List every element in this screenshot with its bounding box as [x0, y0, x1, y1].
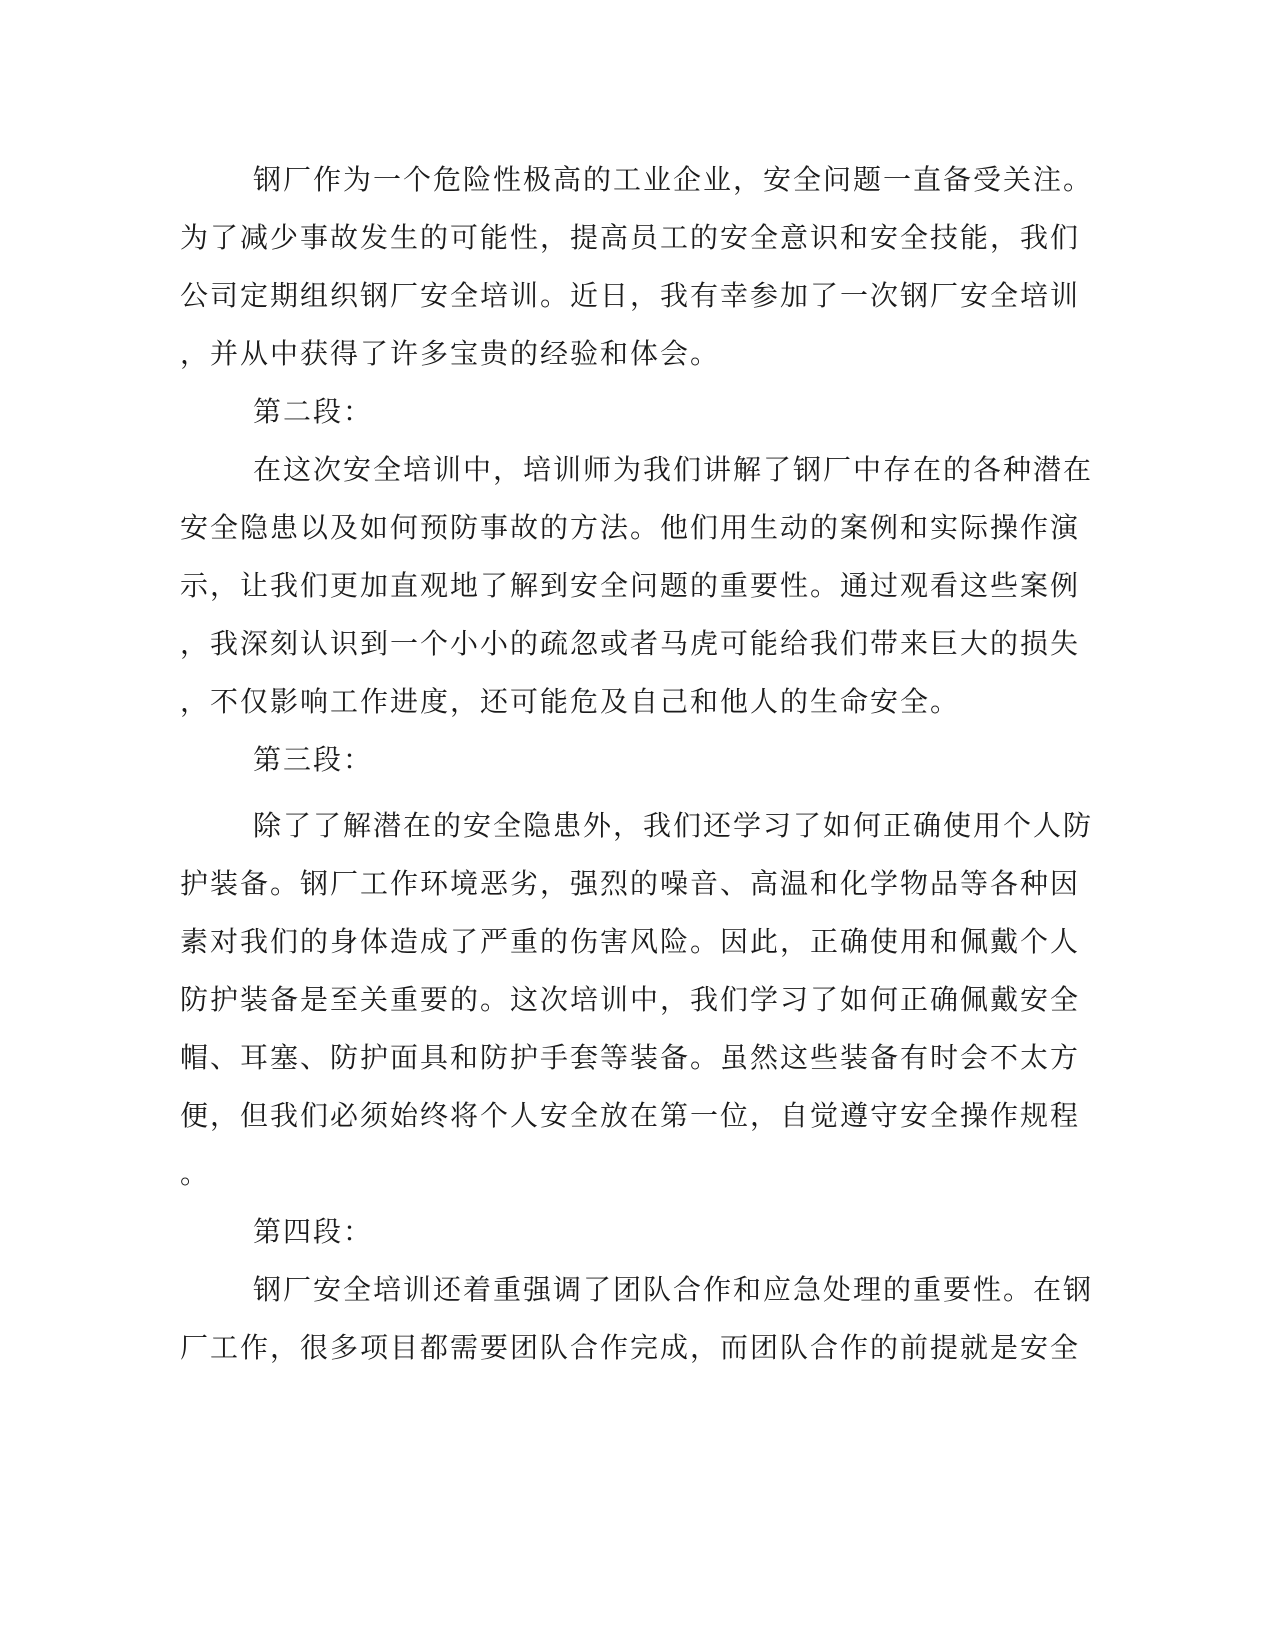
- text-line: 钢厂作为一个危险性极高的工业企业，安全问题一直备受关注。: [253, 163, 1094, 196]
- text-line: 除了了解潜在的安全隐患外，我们还学习了如何正确使用个人防: [253, 809, 1094, 842]
- text-line: 厂工作，很多项目都需要团队合作完成，而团队合作的前提就是安全: [180, 1331, 1081, 1364]
- text-line: 公司定期组织钢厂安全培训。近日，我有幸参加了一次钢厂安全培训: [180, 279, 1081, 312]
- text-line: 帽、耳塞、防护面具和防护手套等装备。虽然这些装备有时会不太方: [180, 1041, 1081, 1074]
- text-line: 为了减少事故发生的可能性，提高员工的安全意识和安全技能，我们: [180, 221, 1081, 254]
- text-line: 便，但我们必须始终将个人安全放在第一位，自觉遵守安全操作规程: [180, 1099, 1081, 1132]
- text-line: 护装备。钢厂工作环境恶劣，强烈的噪音、高温和化学物品等各种因: [180, 867, 1081, 900]
- text-line: 防护装备是至关重要的。这次培训中，我们学习了如何正确佩戴安全: [180, 983, 1081, 1016]
- section-heading: 第二段：: [253, 395, 374, 428]
- text-line: 素对我们的身体造成了严重的伤害风险。因此，正确使用和佩戴个人: [180, 925, 1081, 958]
- section-heading: 第四段：: [253, 1215, 374, 1248]
- text-line: 钢厂安全培训还着重强调了团队合作和应急处理的重要性。在钢: [253, 1273, 1094, 1306]
- text-line: 。: [180, 1157, 211, 1190]
- text-line: 安全隐患以及如何预防事故的方法。他们用生动的案例和实际操作演: [180, 511, 1081, 544]
- text-line: ，我深刻认识到一个小小的疏忽或者马虎可能给我们带来巨大的损失: [180, 627, 1081, 660]
- text-line: ，不仅影响工作进度，还可能危及自己和他人的生命安全。: [180, 685, 961, 718]
- section-heading: 第三段：: [253, 743, 374, 776]
- text-line: 在这次安全培训中，培训师为我们讲解了钢厂中存在的各种潜在: [253, 453, 1094, 486]
- text-line: 示，让我们更加直观地了解到安全问题的重要性。通过观看这些案例: [180, 569, 1081, 602]
- text-line: ，并从中获得了许多宝贵的经验和体会。: [180, 337, 721, 370]
